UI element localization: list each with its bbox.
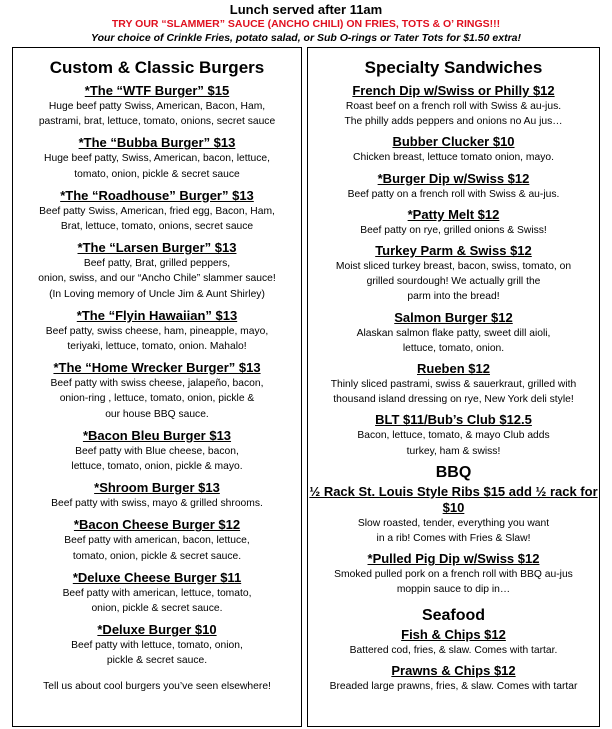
menu-item-description: (In Loving memory of Uncle Jim & Aunt Shirley) xyxy=(49,288,265,300)
menu-item-name: Prawns & Chips $12 xyxy=(391,662,516,678)
menu-item-name: *Pulled Pig Dip w/Swiss $12 xyxy=(367,551,540,567)
menu-item-description: Thinly sliced pastrami, swiss & sauerkraut, grilled with xyxy=(330,379,577,391)
burgers-footer-note: Tell us about cool burgers you’ve seen elsewhere! xyxy=(43,680,271,692)
menu-item xyxy=(308,551,599,597)
menu-item xyxy=(13,83,301,129)
menu-item-description: Beef patty with Blue cheese, bacon, xyxy=(75,445,239,457)
menu-item-name: BLT $11/Bub’s Club $12.5 xyxy=(375,412,532,428)
menu-item-description: Beef patty on rye, grilled onions & Swiss! xyxy=(360,224,547,236)
menu-item-description: onion, swiss, and our “Ancho Chile” slammer sauce! xyxy=(38,273,276,285)
menu-item xyxy=(13,135,301,181)
menu-item-name: *The “WTF Burger” $15 xyxy=(84,83,230,98)
menu-item-name: *The “Flyin Hawaiian” $13 xyxy=(76,307,238,323)
menu-item-description: Moist sliced turkey breast, bacon, swiss, tomato, on xyxy=(335,261,572,273)
menu-item xyxy=(13,622,301,668)
seafood-heading: Seafood xyxy=(421,606,486,624)
menu-item-description: Roast beef on a french roll with Swiss & au-jus. xyxy=(345,101,562,112)
menu-item-description: Bacon, lettuce, tomato, & mayo Club adds xyxy=(357,430,550,442)
menu-item xyxy=(308,484,599,546)
menu-item-description: pastrami, brat, lettuce, tomato, onions, secret sauce xyxy=(38,116,276,128)
menu-item-description: onion, pickle & secret sauce. xyxy=(91,603,223,615)
seafood-list xyxy=(308,627,599,694)
menu-item xyxy=(13,428,301,474)
menu-item-description: Beef patty, swiss cheese, ham, pineapple, mayo, xyxy=(45,325,269,337)
menu-item xyxy=(13,480,301,511)
menu-item-description: teriyaki, lettuce, tomato, onion. Mahalo! xyxy=(67,341,247,353)
menu-item-description: Alaskan salmon flake patty, sweet dill aioli, xyxy=(356,327,551,339)
menu-item xyxy=(308,627,599,658)
menu-item-description: Breaded large prawns, fries, & slaw. Comes with tartar xyxy=(329,680,578,692)
menu-item-description: moppin sauce to dip in… xyxy=(396,584,511,596)
menu-item-name: *The “Roadhouse” Burger” $13 xyxy=(60,187,254,203)
menu-item-description: The philly adds peppers and onions no Au jus… xyxy=(344,116,563,128)
lunch-hours-text: Lunch served after 11am xyxy=(229,2,383,17)
menu-item-name: *Burger Dip w/Swiss $12 xyxy=(377,170,530,186)
menu-item-name: *Bacon Bleu Burger $13 xyxy=(82,427,232,443)
menu-item xyxy=(13,308,301,354)
menu-item-name: Turkey Parm & Swiss $12 xyxy=(375,243,532,259)
bbq-heading: BBQ xyxy=(435,463,472,481)
menu-item-description: in a rib! Comes with Fries & Slaw! xyxy=(376,533,531,545)
menu-item-name: Bubber Clucker $10 xyxy=(392,134,515,150)
menu-item xyxy=(13,517,301,563)
menu-item-name: ½ Rack St. Louis Style Ribs $15 add ½ rack for $10 xyxy=(309,483,598,515)
menu-item xyxy=(308,83,599,129)
menu-item xyxy=(13,240,301,302)
menu-item-description: Smoked pulled pork on a french roll with BBQ au-jus xyxy=(334,569,573,581)
menu-item-description: pickle & secret sauce. xyxy=(106,655,208,667)
menu-item-description: tomato, onion, pickle & secret sauce xyxy=(74,168,240,180)
sides-note: Your choice of Crinkle Fries, potato salad, or Sub O-rings or Tater Tots for $1.50 extra! xyxy=(90,32,521,44)
menu-item-description: Beef patty with lettuce, tomato, onion, xyxy=(71,640,243,652)
menu-item-name: *Patty Melt $12 xyxy=(407,206,500,222)
menu-item xyxy=(13,188,301,234)
sandwich-list xyxy=(308,83,599,459)
menu-item-description: Slow roasted, tender, everything you want xyxy=(357,517,550,529)
menu-item-description: turkey, ham & swiss! xyxy=(406,445,501,457)
specialty-column xyxy=(307,47,600,727)
burger-list xyxy=(13,83,301,669)
menu-item-description: grilled sourdough! We actually grill the xyxy=(366,276,541,288)
menu-item-name: Salmon Burger $12 xyxy=(394,309,513,325)
slammer-sauce-promo: TRY OUR “SLAMMER” SAUCE (ANCHO CHILI) ON FRIES, TOTS & O’ RINGS!!! xyxy=(111,18,501,30)
menu-item-description: tomato, onion, pickle & secret sauce. xyxy=(72,550,242,562)
menu-item-description: Brat, lettuce, tomato, onions, secret sauce xyxy=(60,221,254,233)
menu-item xyxy=(13,360,301,422)
menu-item-description: Chicken breast, lettuce tomato onion, mayo. xyxy=(353,152,554,164)
menu-item xyxy=(13,570,301,616)
menu-item-name: *Shroom Burger $13 xyxy=(94,480,220,496)
menu-item-name: *Deluxe Burger $10 xyxy=(97,622,217,638)
menu-item-description: Huge beef patty, Swiss, American, bacon, lettuce, xyxy=(44,153,270,165)
menu-item-name: *Deluxe Cheese Burger $11 xyxy=(72,569,242,585)
menu-item-description: lettuce, tomato, onion, pickle & mayo. xyxy=(71,461,243,473)
menu-item-name: *The “Bubba Burger” $13 xyxy=(78,135,236,151)
menu-item-name: French Dip w/Swiss or Philly $12 xyxy=(352,83,555,98)
menu-item-name: Fish & Chips $12 xyxy=(401,626,506,642)
menu-item xyxy=(308,243,599,305)
menu-item xyxy=(308,171,599,202)
menu-item-description: Beef patty with swiss cheese, jalapeño, bacon, xyxy=(50,378,264,390)
menu-item-description: onion-ring , lettuce, tomato, onion, pickle & xyxy=(59,393,255,405)
menu-item-description: parm into the bread! xyxy=(407,291,500,303)
menu-item-name: *Bacon Cheese Burger $12 xyxy=(73,517,241,533)
menu-item-description: Beef patty with american, bacon, lettuce, xyxy=(64,535,250,547)
menu-item xyxy=(308,310,599,356)
bbq-list xyxy=(308,484,599,598)
menu-item-description: Huge beef patty Swiss, American, Bacon, Ham, xyxy=(48,101,266,112)
menu-item-description: Beef patty with american, lettuce, tomato, xyxy=(62,587,252,599)
menu-item-name: Rueben $12 xyxy=(417,361,490,377)
sandwiches-heading: Specialty Sandwiches xyxy=(364,58,543,77)
menu-item-description: our house BBQ sauce. xyxy=(105,408,209,420)
menu-item-description: Beef patty with swiss, mayo & grilled shrooms. xyxy=(51,498,263,510)
burgers-heading: Custom & Classic Burgers xyxy=(49,58,265,77)
menu-header xyxy=(0,0,612,45)
menu-item xyxy=(308,207,599,238)
menu-item-name: *The “Larsen Burger” $13 xyxy=(77,240,237,256)
menu-item-description: Beef patty, Brat, grilled peppers, xyxy=(83,258,231,270)
menu-item-description: lettuce, tomato, onion. xyxy=(402,342,505,354)
menu-item xyxy=(308,663,599,694)
menu-item xyxy=(308,134,599,165)
burgers-column xyxy=(12,47,302,727)
menu-item-name: *The “Home Wrecker Burger” $13 xyxy=(53,360,261,376)
menu-item-description: Beef patty on a french roll with Swiss & au-jus. xyxy=(347,188,560,200)
menu-item xyxy=(308,361,599,407)
menu-item-description: Battered cod, fries, & slaw. Comes with tartar. xyxy=(349,644,558,656)
menu-item xyxy=(308,412,599,458)
menu-item-description: Beef patty Swiss, American, fried egg, Bacon, Ham, xyxy=(39,205,275,217)
menu-item-description: thousand island dressing on rye, New York deli style! xyxy=(333,394,574,406)
